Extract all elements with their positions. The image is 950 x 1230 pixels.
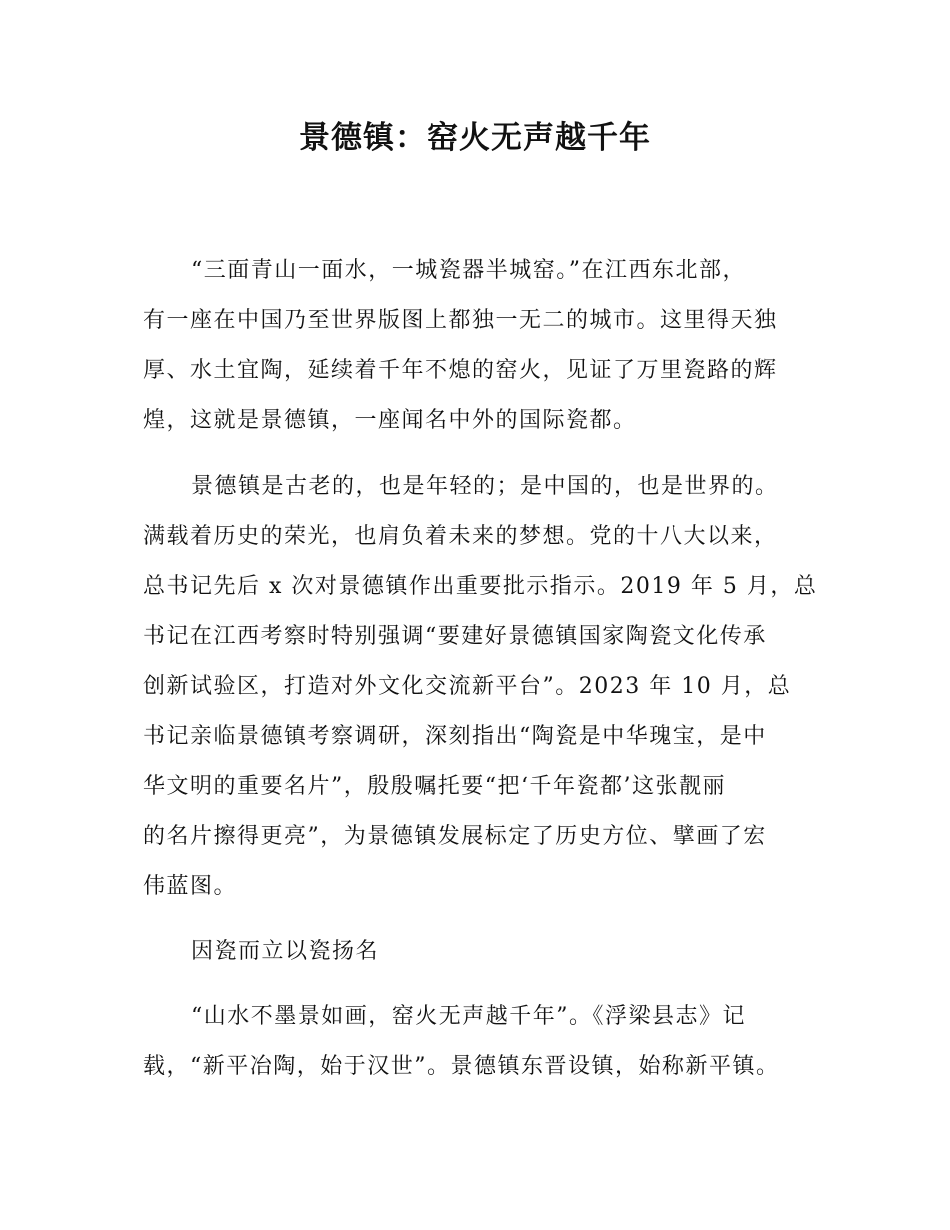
paragraph-2-line-3: 总书记先后 x 次对景德镇作出重要批示指示。2019 年 5 月，总 xyxy=(143,574,818,599)
paragraph-2-line-5: 创新试验区，打造对外文化交流新平台”。2023 年 10 月，总 xyxy=(143,674,792,699)
section-heading: 因瓷而立以瓷扬名 xyxy=(191,939,380,964)
paragraph-3-line-1: “山水不墨景如画，窑火无声越千年”。《浮梁县志》记 xyxy=(191,1004,746,1029)
paragraph-2-line-6: 书记亲临景德镇考察调研，深刻指出“陶瓷是中华瑰宝，是中 xyxy=(143,724,767,749)
paragraph-2-line-1: 景德镇是古老的，也是年轻的；是中国的，也是世界的。 xyxy=(191,474,779,499)
paragraph-1-line-3: 厚、水土宜陶，延续着千年不熄的窑火，见证了万里瓷路的辉 xyxy=(143,358,778,383)
document-title: 景德镇：窑火无声越千年 xyxy=(299,120,651,156)
paragraph-1-line-2: 有一座在中国乃至世界版图上都独一无二的城市。这里得天独 xyxy=(143,308,778,333)
paragraph-1-line-1: “三面青山一面水，一城瓷器半城窑。”在江西东北部， xyxy=(191,258,746,283)
paragraph-2-line-9: 伟蓝图。 xyxy=(143,874,238,899)
paragraph-2-line-4: 书记在江西考察时特别强调“要建好景德镇国家陶瓷文化传承 xyxy=(143,624,767,649)
paragraph-1-line-4: 煌，这就是景德镇，一座闻名中外的国际瓷都。 xyxy=(143,408,637,433)
paragraph-2-line-8: 的名片擦得更亮”，为景德镇发展标定了历史方位、擘画了宏 xyxy=(143,824,767,849)
paragraph-2-line-7: 华文明的重要名片”，殷殷嘱托要“把‘千年瓷都’这张靓丽 xyxy=(143,774,726,799)
paragraph-3-line-2: 载，“新平冶陶，始于汉世”。景德镇东晋设镇，始称新平镇。 xyxy=(143,1054,780,1079)
paragraph-2-line-2: 满载着历史的荣光，也肩负着未来的梦想。党的十八大以来， xyxy=(143,524,778,549)
